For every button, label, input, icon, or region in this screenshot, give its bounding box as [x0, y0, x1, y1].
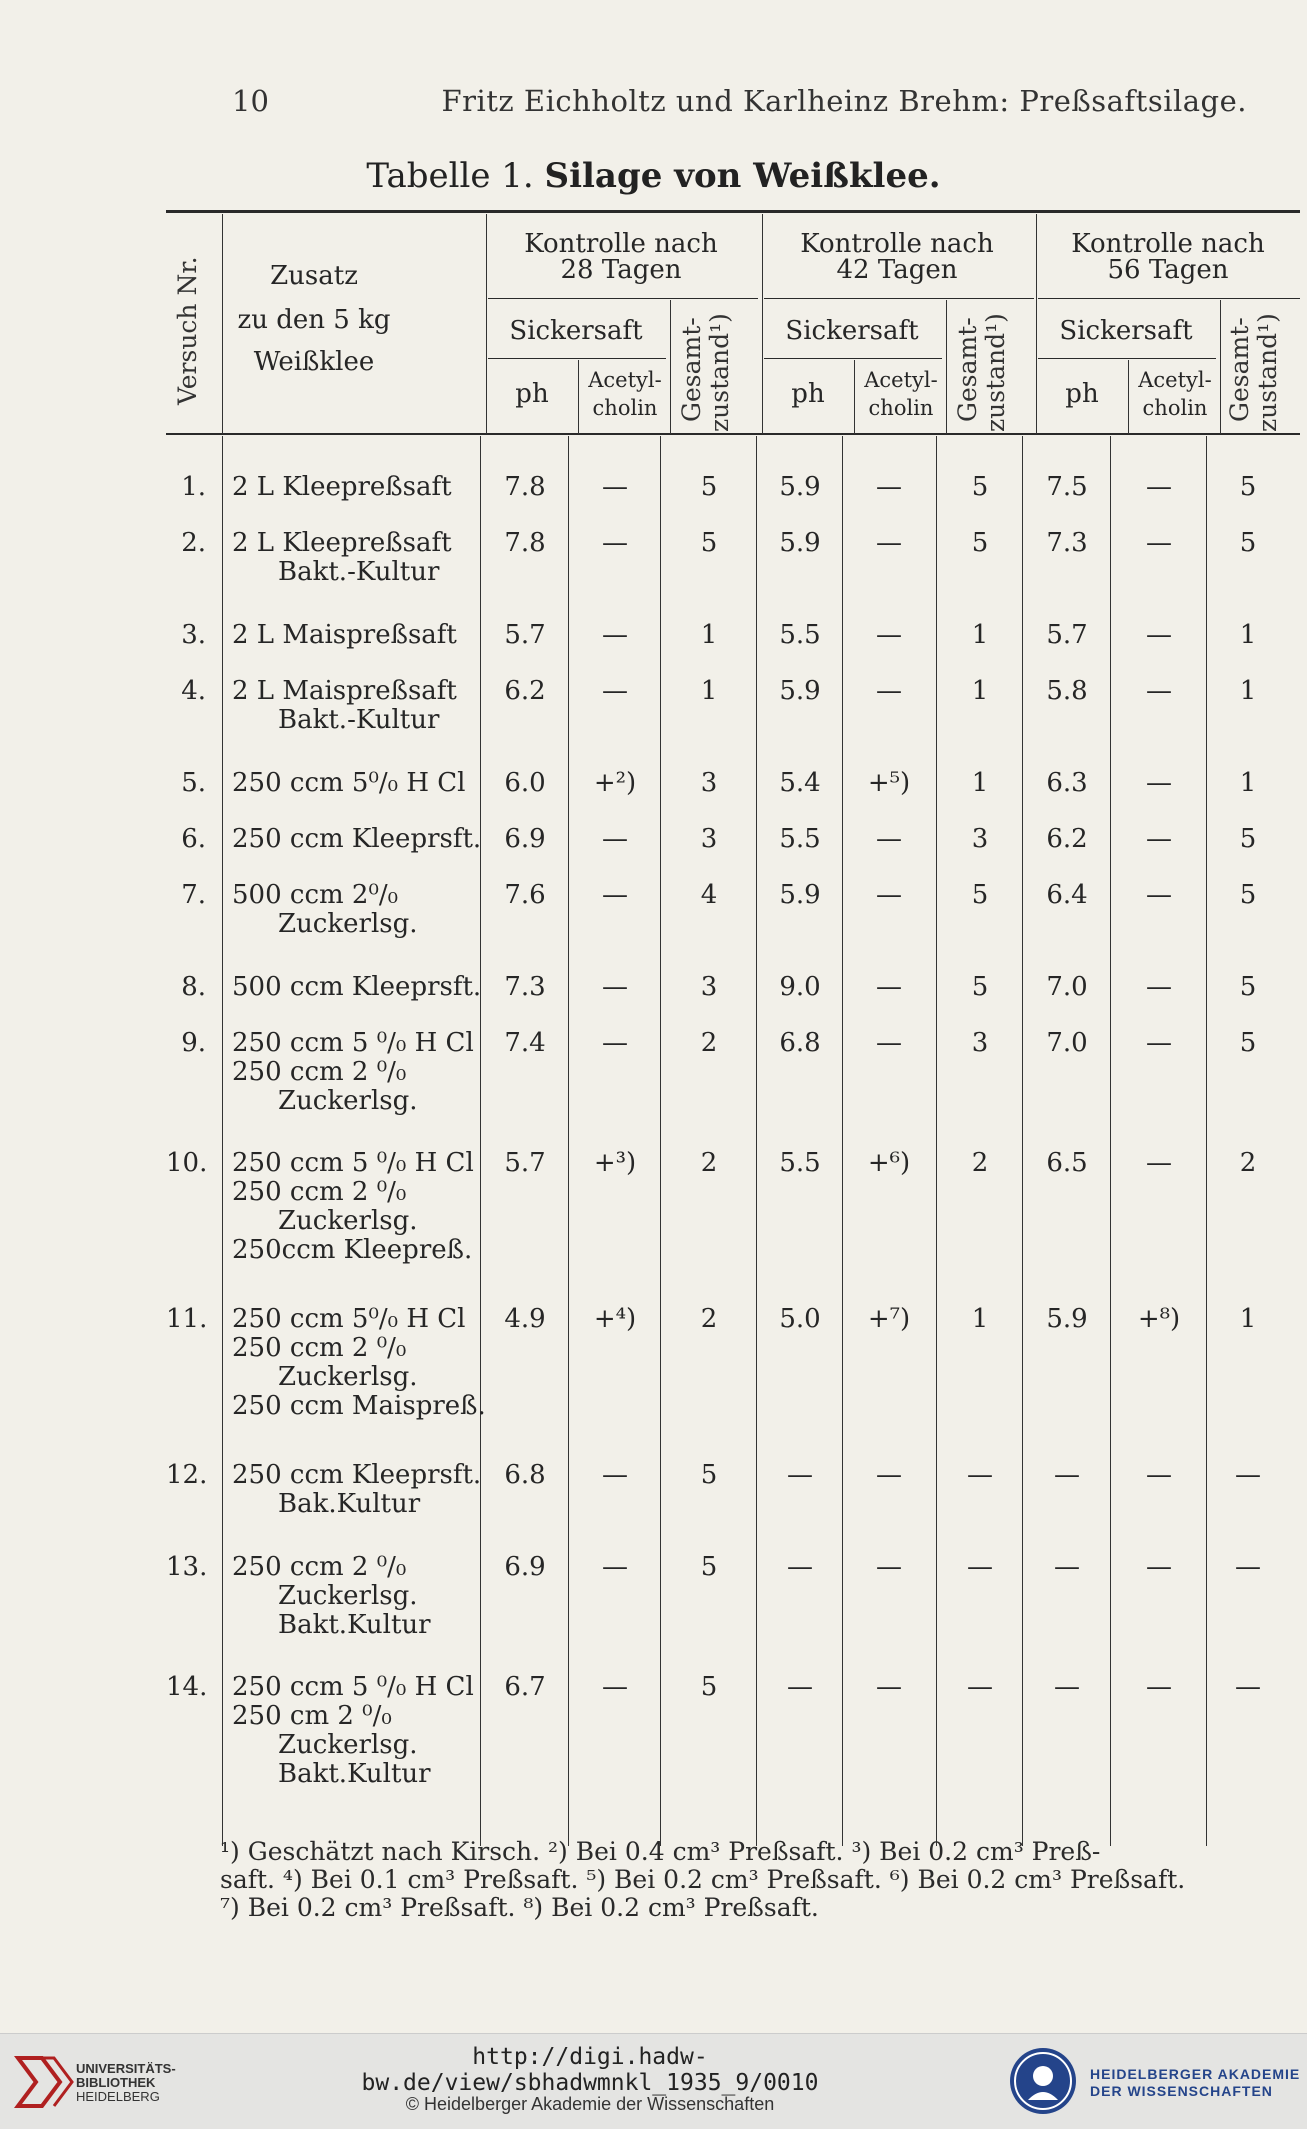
header-subrule: [764, 298, 1034, 299]
header-zusatz-3: Weißklee: [253, 347, 375, 377]
table-cell: —: [1054, 1672, 1080, 1702]
table-cell: —: [602, 472, 628, 502]
table-cell: —: [1235, 1672, 1261, 1702]
table-cell: 5.5: [779, 1148, 821, 1178]
page-number: 10: [232, 84, 269, 118]
row-number: 5.: [181, 768, 206, 798]
table-cell: —: [1146, 824, 1172, 854]
row-number: 14.: [166, 1672, 208, 1702]
table-cell: —: [602, 528, 628, 558]
zusatz-text: Bakt.-Kultur: [278, 705, 440, 735]
table-cell: 1: [700, 676, 718, 706]
table-cell: —: [876, 676, 902, 706]
column-rule: [222, 436, 223, 1846]
zusatz-text: Zuckerlsg.: [278, 1730, 418, 1760]
column-rule: [1022, 436, 1023, 1846]
header-versuch: Versuch Nr.: [173, 256, 202, 405]
table-cell: —: [602, 1028, 628, 1058]
table-cell: —: [1146, 1148, 1172, 1178]
table-cell: 5: [971, 472, 989, 502]
table-cell: 3: [700, 824, 718, 854]
column-rule: [756, 436, 757, 1846]
table-cell: 2: [1239, 1148, 1257, 1178]
header-gesamt-42-2: zustand¹): [981, 313, 1010, 432]
table-cell: 6.8: [779, 1028, 821, 1058]
table-cell: 2: [971, 1148, 989, 1178]
table-cell: —: [876, 1028, 902, 1058]
column-rule: [568, 436, 569, 1846]
header-acetyl-28-2: cholin: [592, 396, 658, 420]
zusatz-text: 2 L Kleepreßsaft: [232, 528, 452, 558]
table-cell: 6.3: [1046, 768, 1088, 798]
table-cell: 7.3: [1046, 528, 1088, 558]
table-cell: 7.3: [504, 972, 546, 1002]
table-cell: 7.4: [504, 1028, 546, 1058]
table-cell: 6.4: [1046, 880, 1088, 910]
table-cell: —: [1146, 1460, 1172, 1490]
table-cell: +⁷): [867, 1304, 911, 1334]
zusatz-text: 2 L Maispreßsaft: [232, 676, 457, 706]
table-cell: 5.7: [504, 1148, 546, 1178]
row-number: 4.: [181, 676, 206, 706]
header-subrule: [764, 358, 942, 359]
academy-seal-icon: [1010, 2048, 1076, 2114]
column-rule: [854, 360, 855, 434]
zusatz-text: 250 ccm 2 ⁰/₀: [232, 1057, 407, 1087]
table-cell: —: [1054, 1460, 1080, 1490]
row-number: 3.: [181, 620, 206, 650]
header-kontrolle-56-l1: Kontrolle nach: [1071, 229, 1265, 259]
zusatz-text: 250 ccm 5⁰/₀ H Cl: [232, 1304, 466, 1334]
column-rule: [1110, 436, 1111, 1846]
table-cell: +⁸): [1137, 1304, 1181, 1334]
table-cell: 5: [700, 1552, 718, 1582]
row-number: 12.: [166, 1460, 208, 1490]
zusatz-text: 250 ccm Kleeprsft.: [232, 1460, 482, 1490]
zusatz-text: 250 ccm 5 ⁰/₀ H Cl: [232, 1672, 474, 1702]
table-cell: 5.5: [779, 620, 821, 650]
table-cell: —: [876, 1672, 902, 1702]
header-ph-28: ph: [515, 379, 549, 409]
table-cell: —: [1054, 1552, 1080, 1582]
table-cell: 6.2: [504, 676, 546, 706]
table-cell: 5.4: [779, 768, 821, 798]
table-cell: 5: [1239, 972, 1257, 1002]
table-cell: 1: [1239, 676, 1257, 706]
zusatz-text: 250 ccm Kleeprsft.: [232, 824, 482, 854]
column-rule: [670, 300, 671, 434]
table-cell: 1: [971, 768, 989, 798]
column-rule: [578, 360, 579, 434]
running-title: Fritz Eichholtz und Karlheinz Brehm: Preßsaftsilage.: [441, 84, 1247, 118]
header-gesamt-56-2: zustand¹): [1253, 313, 1282, 432]
column-rule: [480, 436, 481, 1846]
zusatz-text: 250 ccm 5⁰/₀ H Cl: [232, 768, 466, 798]
table-cell: 7.8: [504, 472, 546, 502]
table-cell: 5: [1239, 880, 1257, 910]
table-cell: —: [787, 1552, 813, 1582]
table-cell: —: [1146, 472, 1172, 502]
zusatz-text: Zuckerlsg.: [278, 1581, 418, 1611]
header-kontrolle-42-l2: 42 Tagen: [836, 255, 958, 285]
header-gesamt-56-1: Gesamt-: [1225, 317, 1254, 422]
table-cell: 5: [700, 528, 718, 558]
data-table: [166, 210, 1300, 1860]
table-cell: —: [602, 1672, 628, 1702]
table-cell: 3: [971, 824, 989, 854]
column-rule: [936, 436, 937, 1846]
table-cell: —: [1146, 1672, 1172, 1702]
table-cell: 5.9: [779, 880, 821, 910]
table-cell: —: [1146, 880, 1172, 910]
table-cell: +⁵): [867, 768, 911, 798]
zusatz-text: 2 L Maispreßsaft: [232, 620, 457, 650]
table-cell: —: [787, 1460, 813, 1490]
header-acetyl-56-1: Acetyl-: [1138, 368, 1212, 392]
table-cell: 5.0: [779, 1304, 821, 1334]
table-cell: +³): [593, 1148, 637, 1178]
row-number: 7.: [181, 880, 206, 910]
table-cell: —: [602, 1552, 628, 1582]
header-kontrolle-28-l1: Kontrolle nach: [524, 229, 718, 259]
table-cell: 5.8: [1046, 676, 1088, 706]
zusatz-text: 2 L Kleepreßsaft: [232, 472, 452, 502]
table-cell: 5: [700, 1460, 718, 1490]
zusatz-text: Bakt.-Kultur: [278, 557, 440, 587]
table-cell: —: [876, 472, 902, 502]
header-kontrolle-56-l2: 56 Tagen: [1107, 255, 1229, 285]
viewer-footer-bar: [0, 2033, 1307, 2129]
row-number: 11.: [166, 1304, 208, 1334]
table-cell: 1: [700, 620, 718, 650]
table-cell: 3: [700, 768, 718, 798]
zusatz-text: 500 ccm Kleeprsft.: [232, 972, 482, 1002]
table-cell: —: [602, 880, 628, 910]
table-cell: 7.6: [504, 880, 546, 910]
table-cell: 1: [971, 620, 989, 650]
table-cell: 2: [700, 1148, 718, 1178]
table-cell: +⁶): [867, 1148, 911, 1178]
header-gesamt-28-2: zustand¹): [705, 313, 734, 432]
footnote-line: ⁷) Bei 0.2 cm³ Preßsaft. ⁸) Bei 0.2 cm³ Preßsaft.: [220, 1893, 819, 1922]
table-cell: —: [876, 1552, 902, 1582]
table-cell: 7.0: [1046, 1028, 1088, 1058]
table-cell: 4: [700, 880, 718, 910]
table-cell: 7.0: [1046, 972, 1088, 1002]
header-gesamt-42-1: Gesamt-: [953, 317, 982, 422]
table-cell: 5.9: [1046, 1304, 1088, 1334]
table-cell: 5.9: [779, 528, 821, 558]
table-cell: 1: [1239, 620, 1257, 650]
table-cell: —: [876, 824, 902, 854]
table-cell: 1: [1239, 1304, 1257, 1334]
table-cell: 2: [700, 1028, 718, 1058]
table-cell: 5: [1239, 824, 1257, 854]
zusatz-text: Bakt.Kultur: [278, 1759, 431, 1789]
zusatz-text: 250 cm 2 ⁰/₀: [232, 1701, 392, 1731]
header-sickersaft-42: Sickersaft: [785, 316, 919, 346]
table-cell: 5.9: [779, 676, 821, 706]
table-cell: —: [876, 972, 902, 1002]
table-cell: —: [967, 1552, 993, 1582]
table-cell: 6.2: [1046, 824, 1088, 854]
header-gesamt-28-1: Gesamt-: [677, 317, 706, 422]
table-caption: [0, 156, 1307, 196]
table-cell: 6.0: [504, 768, 546, 798]
footnote-line: ¹) Geschätzt nach Kirsch. ²) Bei 0.4 cm³ Preßsaft. ³) Bei 0.2 cm³ Preß-: [220, 1837, 1101, 1866]
zusatz-text: 250 ccm 5 ⁰/₀ H Cl: [232, 1028, 474, 1058]
table-cell: —: [1146, 620, 1172, 650]
table-cell: 5: [1239, 1028, 1257, 1058]
table-header-rule: [166, 433, 1300, 435]
zusatz-text: Zuckerlsg.: [278, 909, 418, 939]
table-cell: 4.9: [504, 1304, 546, 1334]
table-cell: —: [1146, 972, 1172, 1002]
zusatz-text: Zuckerlsg.: [278, 1206, 418, 1236]
header-subrule: [1038, 298, 1300, 299]
column-rule: [1036, 214, 1037, 434]
table-top-rule: [166, 210, 1300, 213]
row-number: 9.: [181, 1028, 206, 1058]
column-rule: [1220, 300, 1221, 434]
header-sickersaft-28: Sickersaft: [509, 316, 643, 346]
table-cell: —: [876, 528, 902, 558]
zusatz-text: 250 ccm 2 ⁰/₀: [232, 1333, 407, 1363]
table-cell: —: [602, 620, 628, 650]
table-cell: 9.0: [779, 972, 821, 1002]
zusatz-text: 250 ccm Maispreß.: [232, 1391, 486, 1421]
table-cell: —: [787, 1672, 813, 1702]
footnotes: [220, 1838, 1240, 1922]
copyright-text: © Heidelberger Akademie der Wissenschaften: [405, 2094, 775, 2114]
column-rule: [486, 214, 487, 434]
table-cell: 5: [971, 880, 989, 910]
table-cell: 5.9: [779, 472, 821, 502]
header-ph-56: ph: [1065, 379, 1099, 409]
zusatz-text: 250 ccm 2 ⁰/₀: [232, 1552, 407, 1582]
table-cell: 5: [971, 528, 989, 558]
table-cell: —: [1146, 1028, 1172, 1058]
table-cell: +²): [593, 768, 637, 798]
header-ph-42: ph: [791, 379, 825, 409]
zusatz-text: Zuckerlsg.: [278, 1362, 418, 1392]
header-sickersaft-56: Sickersaft: [1059, 316, 1193, 346]
header-acetyl-42-2: cholin: [868, 396, 934, 420]
column-rule: [660, 436, 661, 1846]
table-cell: —: [1235, 1460, 1261, 1490]
zusatz-text: 250ccm Kleepreß.: [232, 1235, 473, 1265]
table-cell: —: [602, 824, 628, 854]
table-cell: 3: [971, 1028, 989, 1058]
header-subrule: [488, 358, 666, 359]
zusatz-text: Bak.Kultur: [278, 1489, 421, 1519]
row-number: 10.: [166, 1148, 208, 1178]
column-rule: [946, 300, 947, 434]
table-cell: 6.9: [504, 824, 546, 854]
column-rule: [842, 436, 843, 1846]
table-cell: 2: [700, 1304, 718, 1334]
column-rule: [1128, 360, 1129, 434]
table-cell: —: [876, 1460, 902, 1490]
header-acetyl-28-1: Acetyl-: [588, 368, 662, 392]
column-rule: [222, 214, 223, 434]
table-cell: —: [602, 1460, 628, 1490]
permalink-url[interactable]: http://digi.hadw-bw.de/view/sbhadwmnkl_1935_9/0010: [361, 2044, 819, 2096]
academy-text: HEIDELBERGER AKADEMIE DER WISSENSCHAFTEN: [1090, 2066, 1301, 2099]
column-rule: [1206, 436, 1207, 1846]
header-kontrolle-42-l1: Kontrolle nach: [800, 229, 994, 259]
table-cell: 5: [971, 972, 989, 1002]
table-cell: 7.5: [1046, 472, 1088, 502]
table-cell: 5.7: [1046, 620, 1088, 650]
table-cell: 5: [700, 1672, 718, 1702]
table-cell: —: [1146, 676, 1172, 706]
row-number: 6.: [181, 824, 206, 854]
zusatz-text: 250 ccm 5 ⁰/₀ H Cl: [232, 1148, 474, 1178]
header-acetyl-42-1: Acetyl-: [864, 368, 938, 392]
table-cell: —: [1146, 528, 1172, 558]
header-zusatz-1: Zusatz: [270, 261, 358, 291]
row-number: 13.: [166, 1552, 208, 1582]
table-cell: 1: [1239, 768, 1257, 798]
header-acetyl-56-2: cholin: [1142, 396, 1208, 420]
table-cell: —: [876, 620, 902, 650]
table-cell: 6.8: [504, 1460, 546, 1490]
row-number: 2.: [181, 528, 206, 558]
header-subrule: [488, 298, 758, 299]
table-cell: 5: [700, 472, 718, 502]
table-cell: 5: [1239, 472, 1257, 502]
caption-prefix: Tabelle 1.: [366, 156, 534, 196]
table-cell: 1: [971, 1304, 989, 1334]
zusatz-text: 500 ccm 2⁰/₀: [232, 880, 399, 910]
table-cell: —: [1235, 1552, 1261, 1582]
column-rule: [762, 214, 763, 434]
zusatz-text: Zuckerlsg.: [278, 1086, 418, 1116]
table-cell: —: [967, 1460, 993, 1490]
table-cell: —: [602, 676, 628, 706]
table-cell: —: [602, 972, 628, 1002]
running-header: [232, 84, 1247, 124]
table-cell: 5: [1239, 528, 1257, 558]
table-cell: 1: [971, 676, 989, 706]
table-cell: —: [1146, 1552, 1172, 1582]
zusatz-text: Bakt.Kultur: [278, 1610, 431, 1640]
header-kontrolle-28-l2: 28 Tagen: [560, 255, 682, 285]
table-cell: 6.7: [504, 1672, 546, 1702]
caption-title: Silage von Weißklee.: [544, 156, 941, 196]
table-cell: 3: [700, 972, 718, 1002]
table-cell: —: [876, 880, 902, 910]
table-cell: 5.7: [504, 620, 546, 650]
table-cell: 5.5: [779, 824, 821, 854]
header-subrule: [1038, 358, 1216, 359]
table-cell: —: [1146, 768, 1172, 798]
table-cell: 6.5: [1046, 1148, 1088, 1178]
footnote-line: saft. ⁴) Bei 0.1 cm³ Preßsaft. ⁵) Bei 0.2 cm³ Preßsaft. ⁶) Bei 0.2 cm³ Preßsaft.: [220, 1865, 1186, 1894]
table-cell: 6.9: [504, 1552, 546, 1582]
university-library-text: UNIVERSITÄTS- BIBLIOTHEK HEIDELBERG: [76, 2061, 176, 2104]
table-cell: +⁴): [593, 1304, 637, 1334]
row-number: 8.: [181, 972, 206, 1002]
row-number: 1.: [181, 472, 206, 502]
table-cell: 7.8: [504, 528, 546, 558]
table-cell: —: [967, 1672, 993, 1702]
zusatz-text: 250 ccm 2 ⁰/₀: [232, 1177, 407, 1207]
header-zusatz-2: zu den 5 kg: [237, 305, 391, 335]
